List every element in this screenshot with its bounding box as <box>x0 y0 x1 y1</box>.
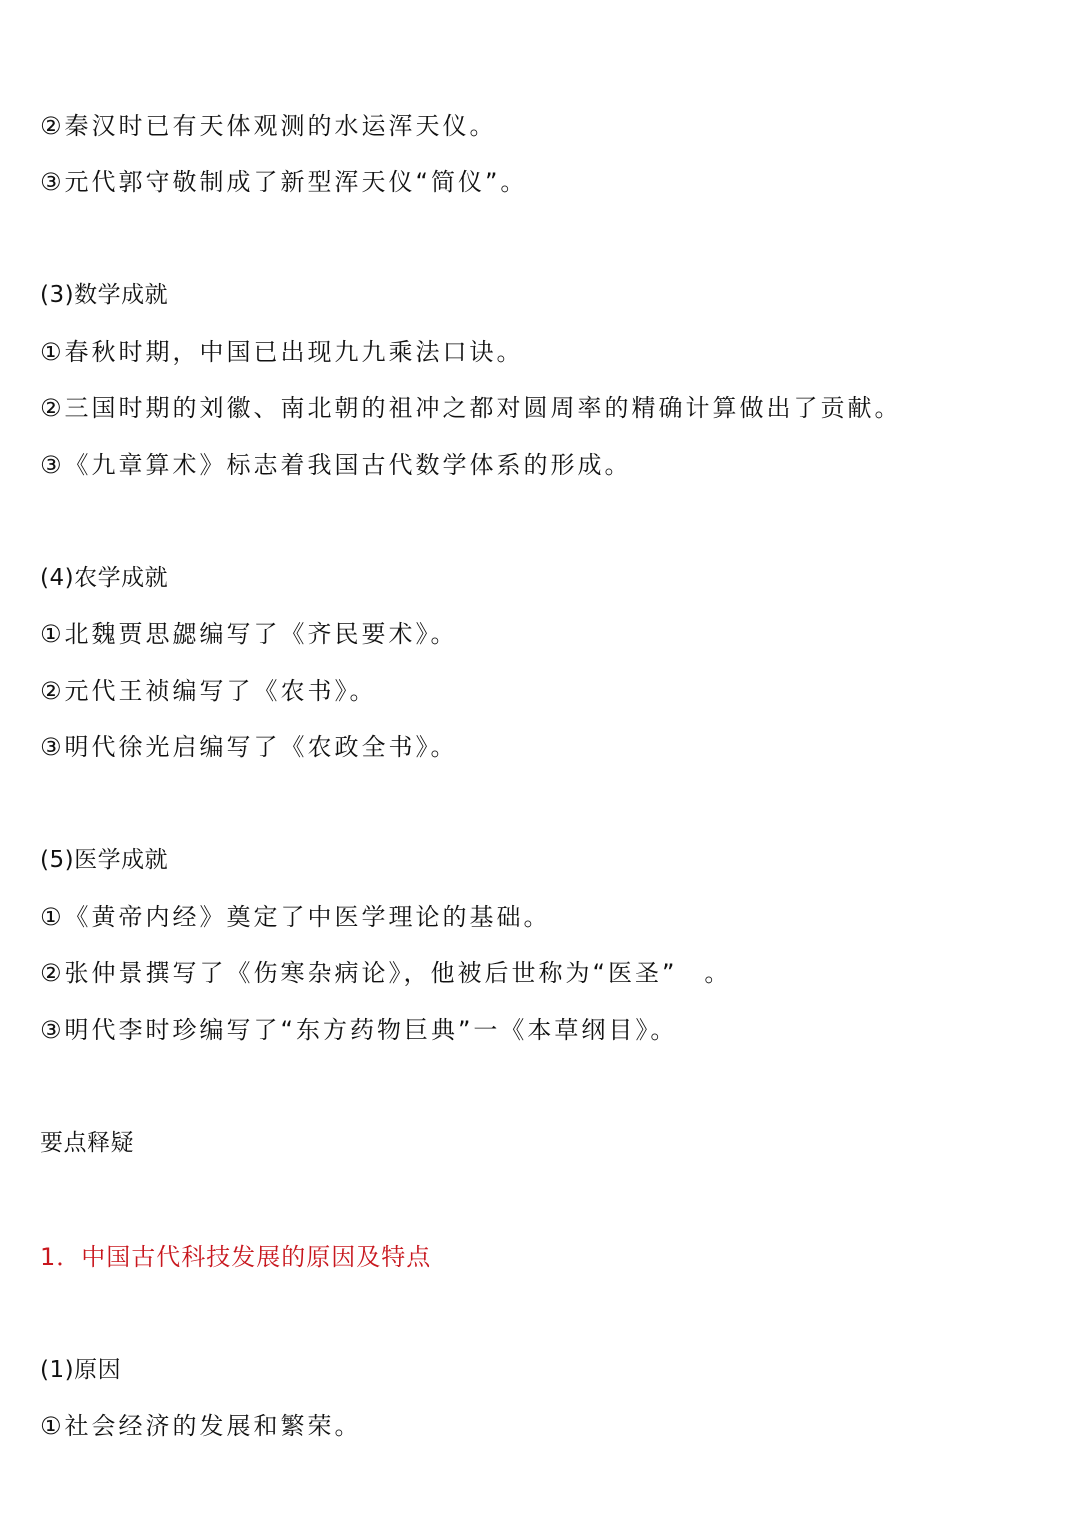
agriculture-item-1: ①北魏贾思勰编写了《齐民要术》。 <box>40 620 458 648</box>
medicine-heading: (5)医学成就 <box>40 847 169 873</box>
reasons-heading: (1)原因 <box>40 1357 122 1383</box>
medicine-item-3: ③明代李时珍编写了“东方药物巨典”一《本草纲目》。 <box>40 1016 678 1044</box>
math-item-1: ①春秋时期，中国已出现九九乘法口诀。 <box>40 338 524 366</box>
reason-item-1: ①社会经济的发展和繁荣。 <box>40 1412 362 1440</box>
math-heading: (3)数学成就 <box>40 282 169 308</box>
section-1-title: 1．中国古代科技发展的原因及特点 <box>40 1243 432 1271</box>
agriculture-item-3: ③明代徐光启编写了《农政全书》。 <box>40 733 458 761</box>
medicine-item-1: ①《黄帝内经》奠定了中医学理论的基础。 <box>40 903 551 931</box>
key-points-heading: 要点释疑 <box>40 1130 134 1156</box>
agriculture-item-2: ②元代王祯编写了《农书》。 <box>40 677 377 705</box>
agriculture-heading: (4)农学成就 <box>40 565 169 591</box>
astronomy-item-3: ③元代郭守敬制成了新型浑天仪“简仪”。 <box>40 168 528 196</box>
math-item-2: ②三国时期的刘徽、南北朝的祖冲之都对圆周率的精确计算做出了贡献。 <box>40 394 902 422</box>
math-item-3: ③《九章算术》标志着我国古代数学体系的形成。 <box>40 451 632 479</box>
medicine-item-2: ②张仲景撰写了《伤寒杂病论》，他被后世称为“医圣” 。 <box>40 959 732 987</box>
astronomy-item-2: ②秦汉时已有天体观测的水运浑天仪。 <box>40 112 497 140</box>
